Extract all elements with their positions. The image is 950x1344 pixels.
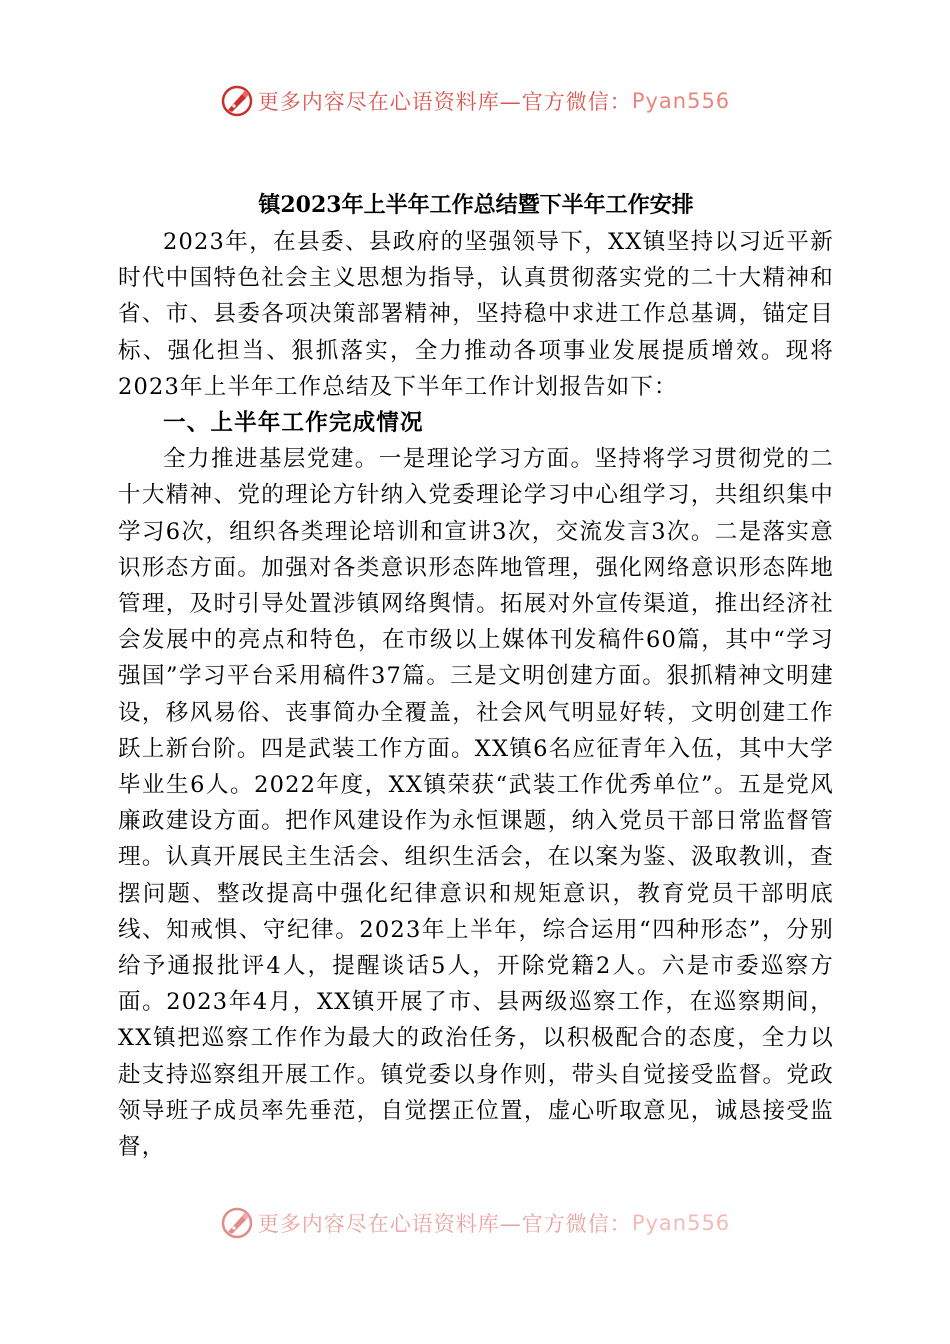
pen-nib-logo-icon xyxy=(220,84,254,118)
watermark-wechat-id: Pyan556 xyxy=(631,1211,731,1235)
document-title: 镇2023年上半年工作总结暨下半年工作安排 xyxy=(258,192,694,218)
body-paragraph: 全力推进基层党建。一是理论学习方面。坚持将学习贯彻党的二十大精神、党的理论方针纳入党委理论学习中心组学习，共组织集中学习6次，组织各类理论培训和宣讲3次，交流发言3次。二是落实意识形态方面。加强对各类意识形态阵地管理，强化网络意识形态阵地管理，及时引导处置涉镇网络舆情。拓展对外宣传渠道，推出经济社会发展中的亮点和特色，在市级以上媒体刊发稿件60篇，其中“学习强国”学习平台采用稿件37篇。三是文明创建方面。狠抓精神文明建设，移风易俗、丧事简办全覆盖，社会风气明显好转，文明创建工作跃上新台阶。四是武装工作方面。XX镇6名应征青年入伍，其中大学毕业生6人。2022年度，XX镇荣获“武装工作优秀单位”。五是党风廉政建设方面。把作风建设作为永恒课题，纳入党员干部日常监督管理。认真开展民主生活会、组织生活会，在以案为鉴、汲取教训，查摆问题、整改提高中强化纪律意识和规矩意识，教育党员干部明底线、知戒惧、守纪律。2023年上半年，综合运用“四种形态”，分别给予通报批评4人，提醒谈话5人，开除党籍2人。六是市委巡察方面。2023年4月，XX镇开展了市、县两级巡察工作，在巡察期间，XX镇把巡察工作作为最大的政治任务，以积极配合的态度，全力以赴支持巡察组开展工作。镇党委以身作则，带头自觉接受监督。党政领导班子成员率先垂范，自觉摆正位置，虚心听取意见，诚恳接受监督， xyxy=(118,446,834,1161)
watermark-header xyxy=(0,84,950,118)
pen-nib-logo-icon xyxy=(220,1206,254,1240)
watermark-text: 更多内容尽在心语资料库—官方微信： xyxy=(257,1212,632,1236)
watermark-text: 更多内容尽在心语资料库—官方微信： xyxy=(257,90,632,114)
watermark-footer xyxy=(0,1206,950,1240)
watermark-wechat-id: Pyan556 xyxy=(631,89,731,113)
document-body xyxy=(118,186,834,1165)
section-heading: 一、上半年工作完成情况 xyxy=(163,410,424,437)
intro-paragraph: 2023年，在县委、县政府的坚强领导下，XX镇坚持以习近平新时代中国特色社会主义思想为指导，认真贯彻落实党的二十大精神和省、市、县委各项决策部署精神，坚持稳中求进工作总基调，锚定目标、强化担当、狠抓落实，全力推动各项事业发展提质增效。现将2023年上半年工作总结及下半年工作计划报告如下： xyxy=(118,229,834,400)
